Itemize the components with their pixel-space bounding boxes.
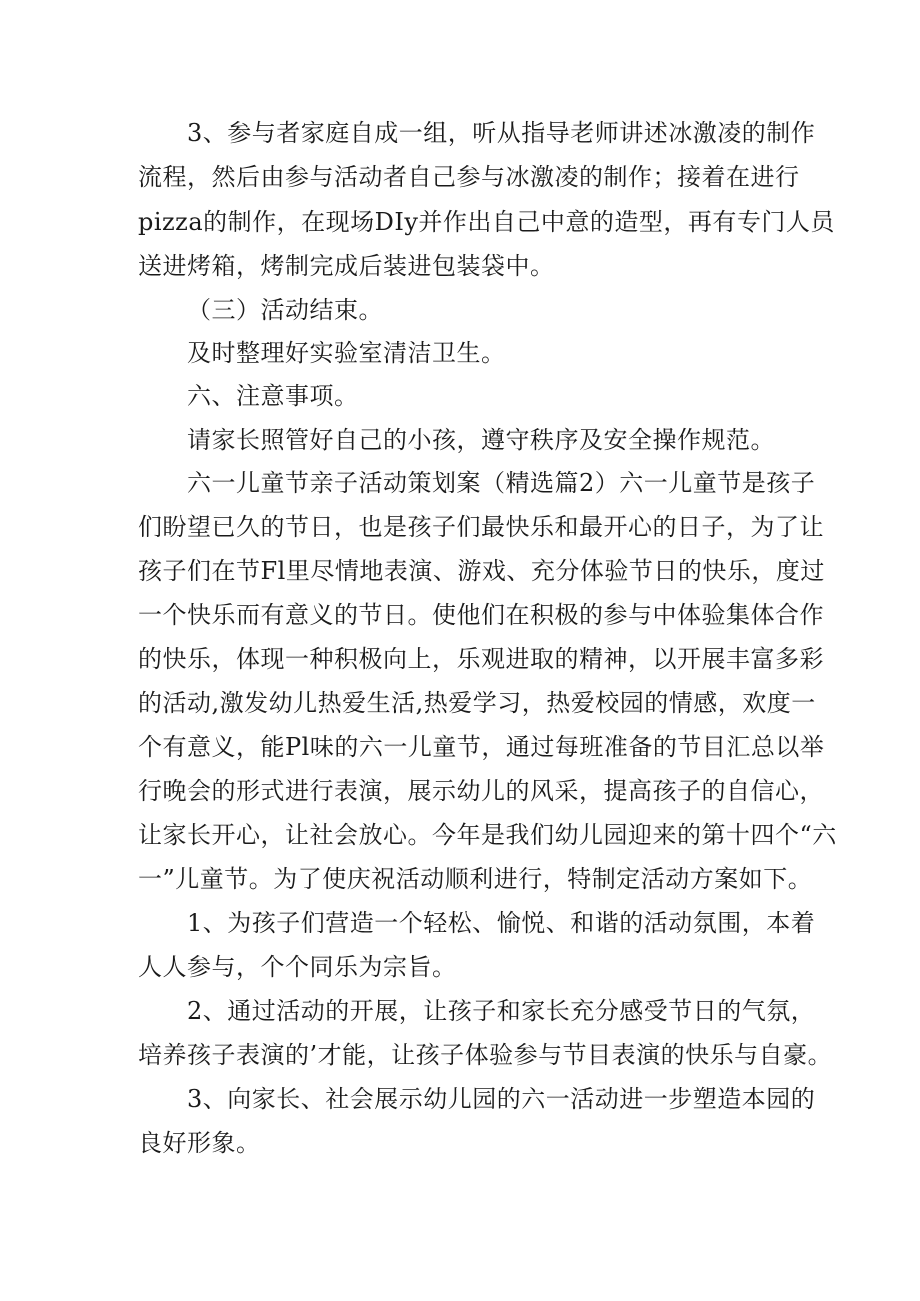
text-line: 送进烤箱，烤制完成后装进包装袋中。 [138, 252, 555, 280]
text-line: 良好形象。 [138, 1129, 261, 1157]
text-line: 六一儿童节亲子活动策划案（精选篇2）六一儿童节是孩子 [187, 469, 816, 497]
text-line: 们盼望已久的节日，也是孩子们最快乐和最开心的日子，为了让 [138, 513, 824, 541]
text-line: 3、向家长、社会展示幼儿园的六一活动进一步塑造本园的 [187, 1085, 816, 1113]
text-line: 流程，然后由参与活动者自己参与冰激凌的制作；接着在进行 [138, 163, 800, 191]
text-line: pizza的制作，在现场DIy并作出自己中意的造型，再有专门人员 [138, 208, 835, 236]
text-line: 行晚会的形式进行表演，展示幼儿的风采，提高孩子的自信心， [138, 777, 824, 805]
text-line: 3、参与者家庭自成一组，听从指导老师讲述冰激凌的制作 [187, 119, 816, 147]
text-line: 的快乐，体现一种积极向上，乐观进取的精神，以开展丰富多彩 [138, 645, 824, 673]
text-line: 请家长照管好自己的小孩，遵守秩序及安全操作规范。 [187, 426, 775, 454]
text-line: 及时整理好实验室清洁卫生。 [187, 339, 506, 367]
text-line: 人人参与，个个同乐为宗旨。 [138, 953, 457, 981]
text-line: 一”儿童节。为了使庆祝活动顺利进行，特制定活动方案如下。 [138, 865, 813, 893]
text-line: 2、通过活动的开展，让孩子和家长充分感受节日的气氛， [187, 997, 816, 1025]
text-line: 的活动,激发幼儿热爱生活,热爱学习，热爱校园的情感，欢度一 [138, 689, 816, 717]
text-line: 孩子们在节Fl里尽情地表演、游戏、充分体验节日的快乐，度过 [138, 557, 825, 585]
text-line: 1、为孩子们营造一个轻松、愉悦、和谐的活动氛围，本着 [187, 909, 816, 937]
section-heading: （三）活动结束。 [187, 296, 383, 324]
section-heading: 六、注意事项。 [187, 382, 359, 410]
text-line: 个有意义，能Pl味的六一儿童节，通过每班准备的节目汇总以举 [138, 733, 825, 761]
text-line: 一个快乐而有意义的节日。使他们在积极的参与中体验集体合作 [138, 601, 824, 629]
text-line: 让家长开心，让社会放心。今年是我们幼儿园迎来的第十四个“六 [138, 821, 837, 849]
text-line: 培养孩子表演的’才能，让孩子体验参与节目表演的快乐与自豪。 [138, 1041, 833, 1069]
